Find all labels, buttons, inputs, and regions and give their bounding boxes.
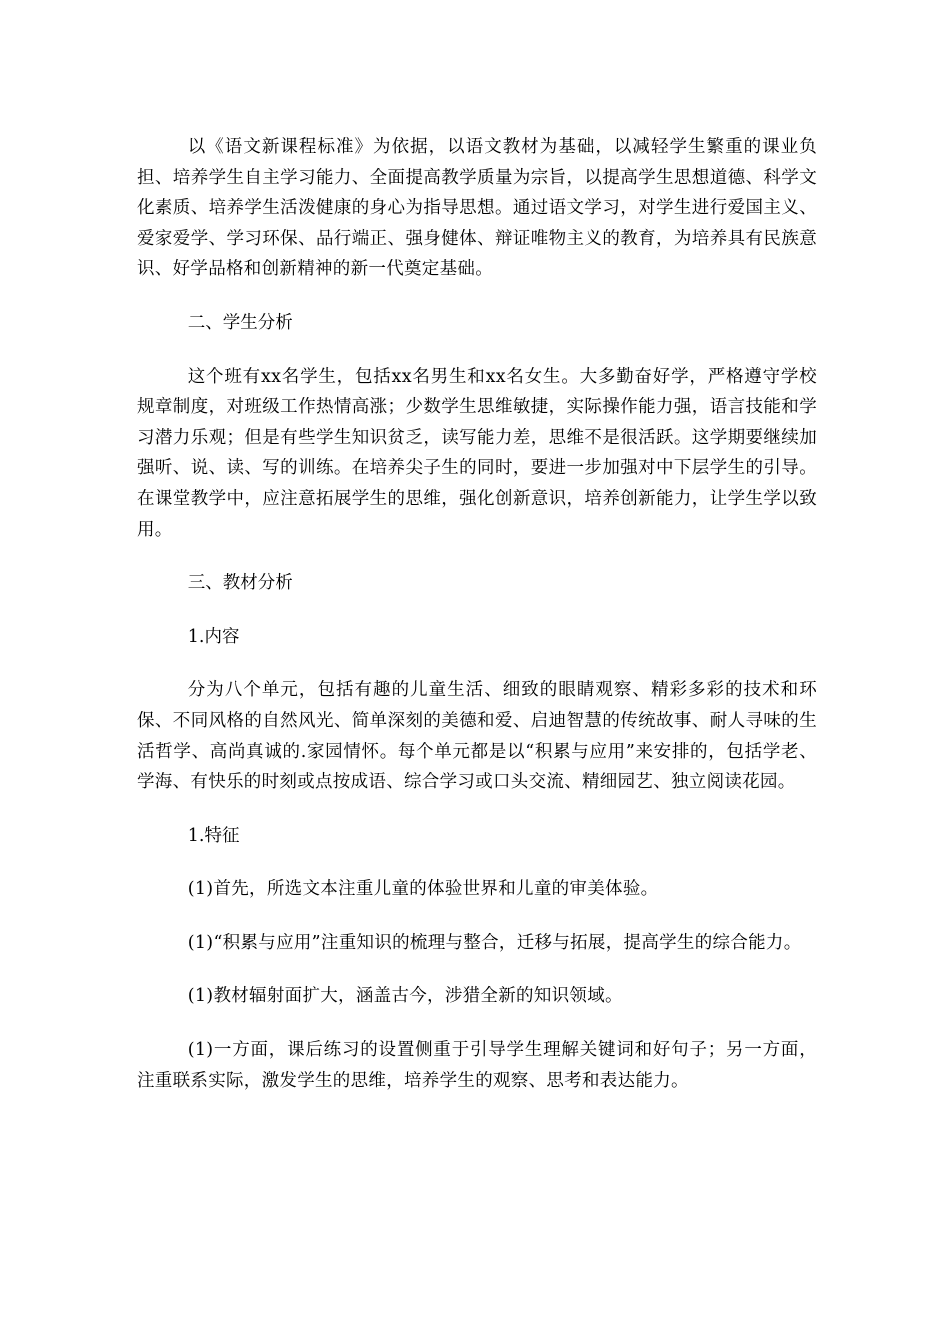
features-subheading: 1.特征	[187, 825, 240, 846]
feature-item-3: (1)教材辐射面扩大，涵盖古今，涉猎全新的知识领域。	[187, 986, 623, 1007]
feature-item-4: (1)一方面，课后练习的设置侧重于引导学生理解关键词和好句子；另一方面，注重联系实际，激发学生的思维，培养学生的观察、思考和表达能力。	[137, 1040, 817, 1091]
student-analysis-paragraph: 这个班有xx名学生，包括xx名男生和xx名女生。大多勤奋好学，严格遵守学校规章制度，对班级工作热情高涨；少数学生思维敏捷，实际操作能力强，语言技能和学习潜力乐观；但是有些学生知识贫乏，读写能力差，思维不是很活跃。这学期要继续加强听、说、读、写的训练。在培养尖子生的同时，要进一步加强对中下层学生的引导。在课堂教学中，应注意拓展学生的思维，强化创新意识，培养创新能力，让学生学以致用。	[137, 366, 817, 540]
textbook-analysis-heading: 三、教材分析	[187, 573, 293, 594]
content-paragraph: 分为八个单元，包括有趣的儿童生活、细致的眼睛观察、精彩多彩的技术和环保、不同风格的自然风光、简单深刻的美德和爱、启迪智慧的传统故事、耐人寻味的生活哲学、高尚真诚的.家园情怀。每个单元都是以“积累与应用”来安排的，包括学老、学海、有快乐的时刻或点按成语、综合学习或口头交流、精细园艺、独立阅读花园。	[137, 680, 817, 793]
guiding-ideology-paragraph: 以《语文新课程标准》为依据，以语文教材为基础，以减轻学生繁重的课业负担、培养学生自主学习能力、全面提高教学质量为宗旨，以提高学生思想道德、科学文化素质、培养学生活泼健康的身心为指导思想。通过语文学习，对学生进行爱国主义、爱家爱学、学习环保、品行端正、强身健体、辩证唯物主义的教育，为培养具有民族意识、好学品格和创新精神的新一代奠定基础。	[137, 137, 817, 280]
feature-item-1: (1)首先，所选文本注重儿童的体验世界和儿童的审美体验。	[187, 879, 659, 900]
student-analysis-heading: 二、学生分析	[187, 312, 293, 333]
feature-item-2: (1)“积累与应用”注重知识的梳理与整合，迁移与拓展，提高学生的综合能力。	[187, 932, 802, 953]
content-subheading: 1.内容	[187, 626, 240, 647]
document-page	[137, 132, 817, 1096]
